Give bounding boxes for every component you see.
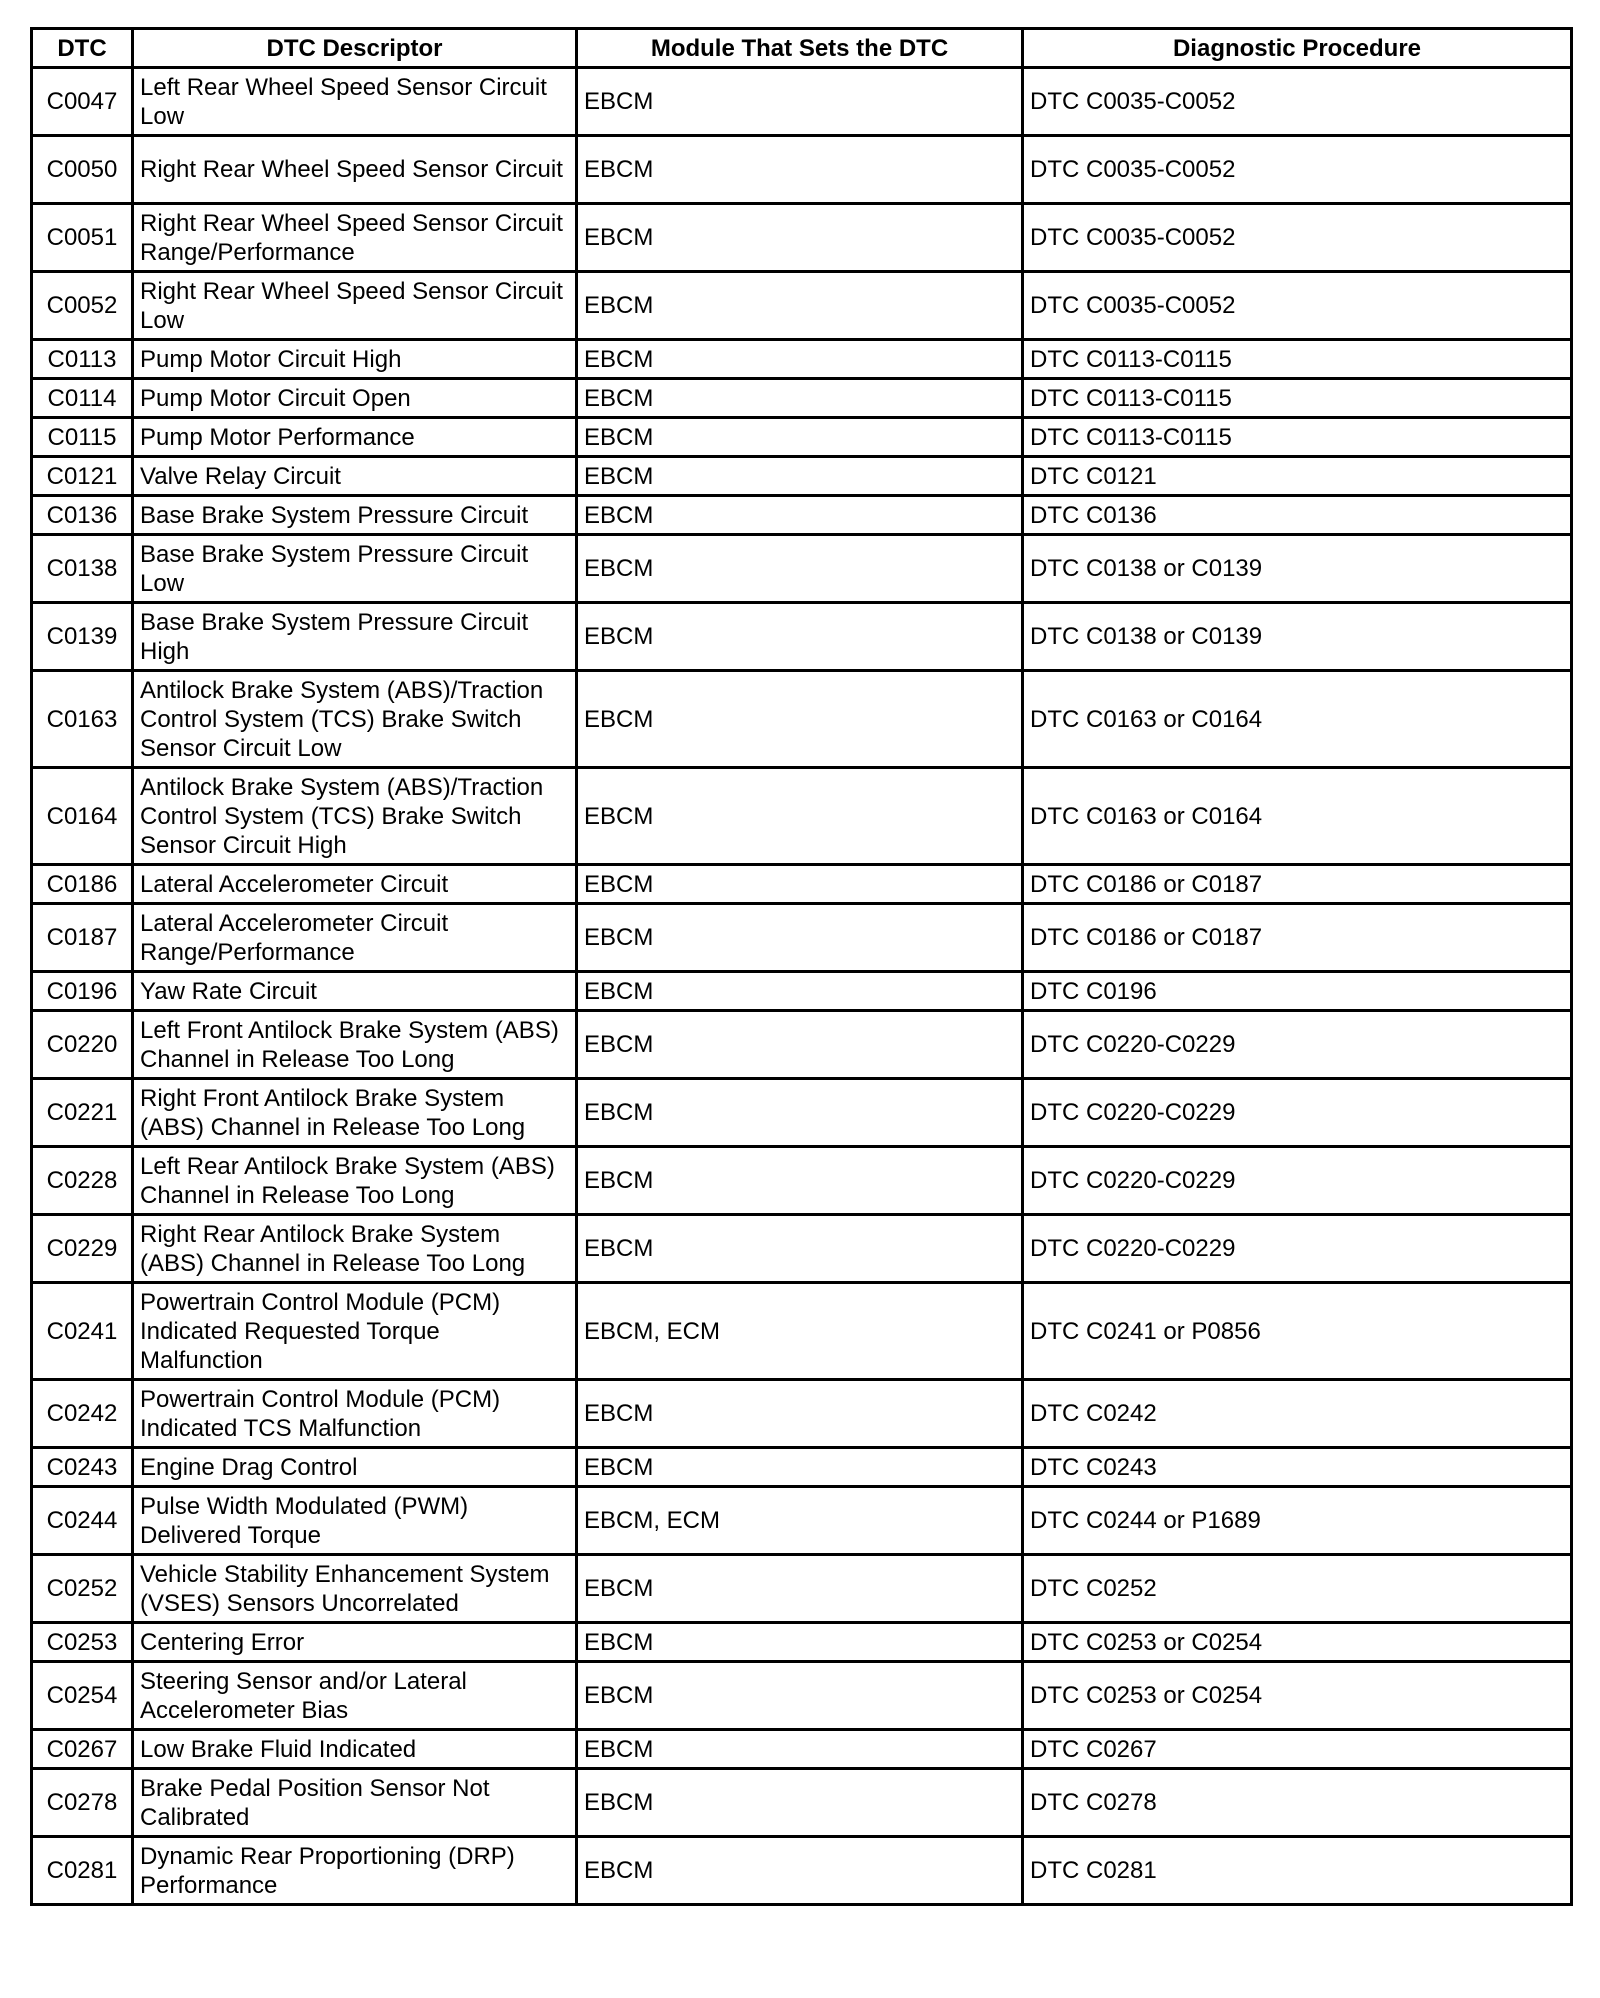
header-module: Module That Sets the DTC — [577, 29, 1023, 68]
dtc-code-cell: C0220 — [32, 1011, 133, 1079]
dtc-descriptor-cell: Base Brake System Pressure Circuit High — [133, 603, 577, 671]
header-dtc: DTC — [32, 29, 133, 68]
dtc-table — [30, 27, 1573, 1906]
procedure-cell: DTC C0035-C0052 — [1023, 272, 1572, 340]
table-row — [32, 1147, 1572, 1215]
module-cell: EBCM — [577, 1215, 1023, 1283]
module-cell: EBCM — [577, 1011, 1023, 1079]
dtc-descriptor-cell: Powertrain Control Module (PCM) Indicated Requested Torque Malfunction — [133, 1283, 577, 1380]
table-row — [32, 272, 1572, 340]
procedure-cell: DTC C0186 or C0187 — [1023, 904, 1572, 972]
dtc-code-cell: C0052 — [32, 272, 133, 340]
procedure-cell: DTC C0242 — [1023, 1380, 1572, 1448]
procedure-cell: DTC C0220-C0229 — [1023, 1011, 1572, 1079]
table-row — [32, 1837, 1572, 1905]
dtc-descriptor-cell: Brake Pedal Position Sensor Not Calibrated — [133, 1769, 577, 1837]
dtc-code-cell: C0113 — [32, 340, 133, 379]
table-row — [32, 1215, 1572, 1283]
dtc-descriptor-cell: Vehicle Stability Enhancement System (VSES) Sensors Uncorrelated — [133, 1555, 577, 1623]
module-cell: EBCM — [577, 1623, 1023, 1662]
module-cell: EBCM — [577, 1147, 1023, 1215]
dtc-code-cell: C0221 — [32, 1079, 133, 1147]
dtc-descriptor-cell: Right Rear Antilock Brake System (ABS) Channel in Release Too Long — [133, 1215, 577, 1283]
dtc-code-cell: C0139 — [32, 603, 133, 671]
table-row — [32, 671, 1572, 768]
module-cell: EBCM — [577, 418, 1023, 457]
dtc-descriptor-cell: Pump Motor Circuit Open — [133, 379, 577, 418]
dtc-descriptor-cell: Antilock Brake System (ABS)/Traction Control System (TCS) Brake Switch Sensor Circuit High — [133, 768, 577, 865]
procedure-cell: DTC C0241 or P0856 — [1023, 1283, 1572, 1380]
table-row — [32, 1623, 1572, 1662]
table-row — [32, 1079, 1572, 1147]
module-cell: EBCM, ECM — [577, 1487, 1023, 1555]
table-row — [32, 1730, 1572, 1769]
table-row — [32, 379, 1572, 418]
procedure-cell: DTC C0121 — [1023, 457, 1572, 496]
module-cell: EBCM — [577, 496, 1023, 535]
procedure-cell: DTC C0220-C0229 — [1023, 1079, 1572, 1147]
dtc-code-cell: C0229 — [32, 1215, 133, 1283]
module-cell: EBCM — [577, 272, 1023, 340]
module-cell: EBCM — [577, 865, 1023, 904]
dtc-descriptor-cell: Powertrain Control Module (PCM) Indicated TCS Malfunction — [133, 1380, 577, 1448]
dtc-code-cell: C0253 — [32, 1623, 133, 1662]
table-row — [32, 904, 1572, 972]
dtc-code-cell: C0164 — [32, 768, 133, 865]
dtc-code-cell: C0138 — [32, 535, 133, 603]
table-row — [32, 1662, 1572, 1730]
table-row — [32, 972, 1572, 1011]
procedure-cell: DTC C0113-C0115 — [1023, 379, 1572, 418]
dtc-descriptor-cell: Pump Motor Performance — [133, 418, 577, 457]
table-row — [32, 1769, 1572, 1837]
module-cell: EBCM — [577, 535, 1023, 603]
module-cell: EBCM — [577, 340, 1023, 379]
dtc-code-cell: C0187 — [32, 904, 133, 972]
dtc-code-cell: C0278 — [32, 1769, 133, 1837]
dtc-code-cell: C0163 — [32, 671, 133, 768]
dtc-code-cell: C0252 — [32, 1555, 133, 1623]
table-row — [32, 768, 1572, 865]
dtc-descriptor-cell: Yaw Rate Circuit — [133, 972, 577, 1011]
procedure-cell: DTC C0253 or C0254 — [1023, 1662, 1572, 1730]
table-row — [32, 1487, 1572, 1555]
procedure-cell: DTC C0243 — [1023, 1448, 1572, 1487]
dtc-descriptor-cell: Base Brake System Pressure Circuit — [133, 496, 577, 535]
dtc-code-cell: C0136 — [32, 496, 133, 535]
procedure-cell: DTC C0220-C0229 — [1023, 1215, 1572, 1283]
procedure-cell: DTC C0163 or C0164 — [1023, 671, 1572, 768]
module-cell: EBCM — [577, 671, 1023, 768]
procedure-cell: DTC C0138 or C0139 — [1023, 603, 1572, 671]
procedure-cell: DTC C0113-C0115 — [1023, 340, 1572, 379]
module-cell: EBCM — [577, 1837, 1023, 1905]
table-row — [32, 457, 1572, 496]
dtc-code-cell: C0047 — [32, 68, 133, 136]
dtc-descriptor-cell: Lateral Accelerometer Circuit Range/Performance — [133, 904, 577, 972]
module-cell: EBCM — [577, 136, 1023, 204]
procedure-cell: DTC C0281 — [1023, 1837, 1572, 1905]
table-row — [32, 1448, 1572, 1487]
procedure-cell: DTC C0136 — [1023, 496, 1572, 535]
procedure-cell: DTC C0035-C0052 — [1023, 136, 1572, 204]
procedure-cell: DTC C0267 — [1023, 1730, 1572, 1769]
module-cell: EBCM — [577, 1555, 1023, 1623]
module-cell: EBCM — [577, 68, 1023, 136]
dtc-code-cell: C0242 — [32, 1380, 133, 1448]
procedure-cell: DTC C0244 or P1689 — [1023, 1487, 1572, 1555]
dtc-code-cell: C0050 — [32, 136, 133, 204]
module-cell: EBCM — [577, 972, 1023, 1011]
table-row — [32, 496, 1572, 535]
module-cell: EBCM — [577, 379, 1023, 418]
header-row — [32, 29, 1572, 68]
table-row — [32, 865, 1572, 904]
procedure-cell: DTC C0113-C0115 — [1023, 418, 1572, 457]
dtc-descriptor-cell: Steering Sensor and/or Lateral Accelerometer Bias — [133, 1662, 577, 1730]
table-row — [32, 1555, 1572, 1623]
module-cell: EBCM — [577, 1662, 1023, 1730]
module-cell: EBCM — [577, 904, 1023, 972]
dtc-code-cell: C0244 — [32, 1487, 133, 1555]
module-cell: EBCM, ECM — [577, 1283, 1023, 1380]
module-cell: EBCM — [577, 1448, 1023, 1487]
module-cell: EBCM — [577, 204, 1023, 272]
table-row — [32, 1283, 1572, 1380]
dtc-code-cell: C0196 — [32, 972, 133, 1011]
module-cell: EBCM — [577, 457, 1023, 496]
module-cell: EBCM — [577, 1769, 1023, 1837]
dtc-descriptor-cell: Left Rear Antilock Brake System (ABS) Channel in Release Too Long — [133, 1147, 577, 1215]
dtc-descriptor-cell: Pump Motor Circuit High — [133, 340, 577, 379]
module-cell: EBCM — [577, 603, 1023, 671]
dtc-descriptor-cell: Right Front Antilock Brake System (ABS) Channel in Release Too Long — [133, 1079, 577, 1147]
dtc-descriptor-cell: Base Brake System Pressure Circuit Low — [133, 535, 577, 603]
module-cell: EBCM — [577, 1079, 1023, 1147]
procedure-cell: DTC C0035-C0052 — [1023, 204, 1572, 272]
dtc-descriptor-cell: Engine Drag Control — [133, 1448, 577, 1487]
table-row — [32, 1380, 1572, 1448]
table-row — [32, 340, 1572, 379]
module-cell: EBCM — [577, 768, 1023, 865]
dtc-descriptor-cell: Right Rear Wheel Speed Sensor Circuit Low — [133, 272, 577, 340]
dtc-descriptor-cell: Right Rear Wheel Speed Sensor Circuit Range/Performance — [133, 204, 577, 272]
procedure-cell: DTC C0186 or C0187 — [1023, 865, 1572, 904]
dtc-descriptor-cell: Left Rear Wheel Speed Sensor Circuit Low — [133, 68, 577, 136]
dtc-code-cell: C0186 — [32, 865, 133, 904]
procedure-cell: DTC C0035-C0052 — [1023, 68, 1572, 136]
table-row — [32, 603, 1572, 671]
procedure-cell: DTC C0253 or C0254 — [1023, 1623, 1572, 1662]
table-row — [32, 68, 1572, 136]
module-cell: EBCM — [577, 1380, 1023, 1448]
dtc-descriptor-cell: Low Brake Fluid Indicated — [133, 1730, 577, 1769]
procedure-cell: DTC C0196 — [1023, 972, 1572, 1011]
dtc-code-cell: C0121 — [32, 457, 133, 496]
table-row — [32, 136, 1572, 204]
dtc-descriptor-cell: Valve Relay Circuit — [133, 457, 577, 496]
dtc-code-cell: C0228 — [32, 1147, 133, 1215]
dtc-descriptor-cell: Centering Error — [133, 1623, 577, 1662]
dtc-code-cell: C0115 — [32, 418, 133, 457]
table-header — [32, 29, 1572, 68]
dtc-descriptor-cell: Lateral Accelerometer Circuit — [133, 865, 577, 904]
procedure-cell: DTC C0220-C0229 — [1023, 1147, 1572, 1215]
table-body — [32, 68, 1572, 1905]
dtc-descriptor-cell: Right Rear Wheel Speed Sensor Circuit — [133, 136, 577, 204]
dtc-descriptor-cell: Pulse Width Modulated (PWM) Delivered Torque — [133, 1487, 577, 1555]
table-row — [32, 1011, 1572, 1079]
procedure-cell: DTC C0138 or C0139 — [1023, 535, 1572, 603]
dtc-descriptor-cell: Antilock Brake System (ABS)/Traction Control System (TCS) Brake Switch Sensor Circuit Low — [133, 671, 577, 768]
dtc-code-cell: C0243 — [32, 1448, 133, 1487]
dtc-descriptor-cell: Left Front Antilock Brake System (ABS) Channel in Release Too Long — [133, 1011, 577, 1079]
procedure-cell: DTC C0163 or C0164 — [1023, 768, 1572, 865]
dtc-code-cell: C0051 — [32, 204, 133, 272]
dtc-code-cell: C0281 — [32, 1837, 133, 1905]
table-row — [32, 535, 1572, 603]
table-row — [32, 204, 1572, 272]
header-procedure: Diagnostic Procedure — [1023, 29, 1572, 68]
dtc-code-cell: C0114 — [32, 379, 133, 418]
procedure-cell: DTC C0252 — [1023, 1555, 1572, 1623]
dtc-code-cell: C0241 — [32, 1283, 133, 1380]
dtc-code-cell: C0267 — [32, 1730, 133, 1769]
table-row — [32, 418, 1572, 457]
module-cell: EBCM — [577, 1730, 1023, 1769]
dtc-descriptor-cell: Dynamic Rear Proportioning (DRP) Performance — [133, 1837, 577, 1905]
dtc-code-cell: C0254 — [32, 1662, 133, 1730]
header-descriptor: DTC Descriptor — [133, 29, 577, 68]
procedure-cell: DTC C0278 — [1023, 1769, 1572, 1837]
